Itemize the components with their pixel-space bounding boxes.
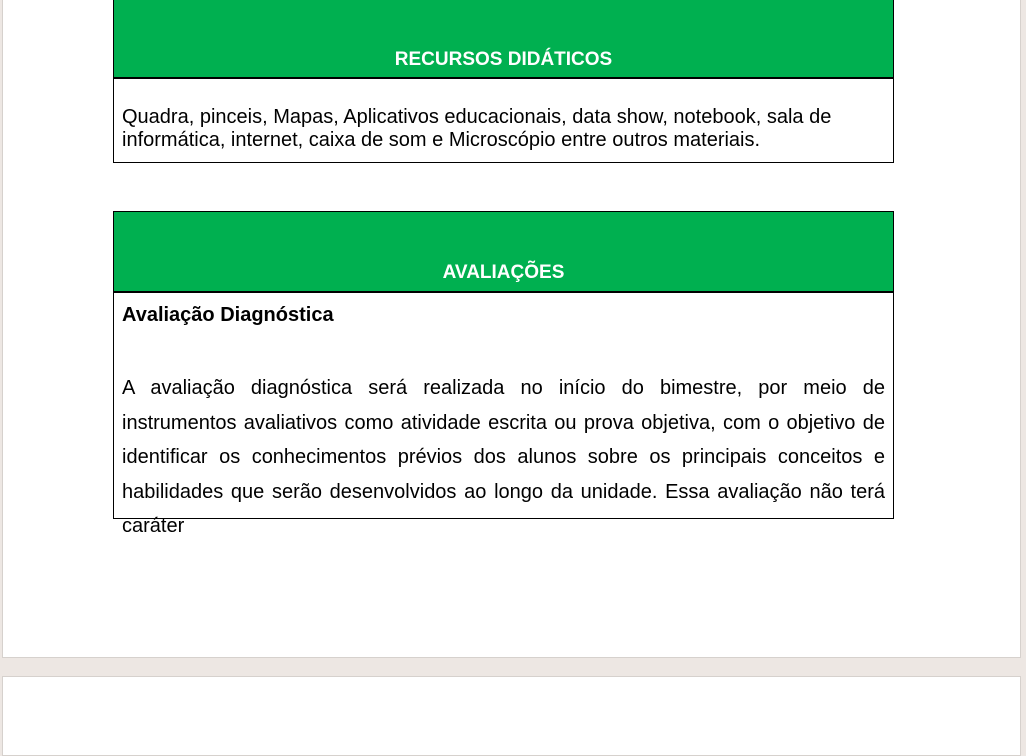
recursos-didaticos-text[interactable]: Quadra, pinceis, Mapas, Aplicativos educacionais, data show, notebook, sala de informática, internet, caixa de som e Microscópio entre outros materiais. bbox=[122, 106, 832, 151]
document-page-next bbox=[2, 676, 1021, 756]
avaliacao-diagnostica-heading: Avaliação Diagnóstica bbox=[122, 304, 334, 326]
avaliacoes-table bbox=[113, 211, 894, 537]
avaliacoes-title: AVALIAÇÕES bbox=[442, 262, 565, 283]
avaliacoes-body[interactable] bbox=[114, 293, 893, 537]
recursos-didaticos-header bbox=[114, 0, 893, 79]
avaliacao-diagnostica-text: A avaliação diagnóstica será realizada no início do bimestre, por meio de instrumentos avaliativos como atividade escrita ou prova objetiva, com o objetivo de identificar os conhecimentos prévios dos alunos sobre os principais conceitos e habilidades que serão desenvolvidos ao longo da unidade. Essa avaliação não terá caráter bbox=[122, 377, 885, 537]
recursos-didaticos-title: RECURSOS DIDÁTICOS bbox=[394, 49, 613, 70]
recursos-didaticos-table bbox=[113, 0, 894, 163]
avaliacoes-header bbox=[114, 212, 893, 293]
